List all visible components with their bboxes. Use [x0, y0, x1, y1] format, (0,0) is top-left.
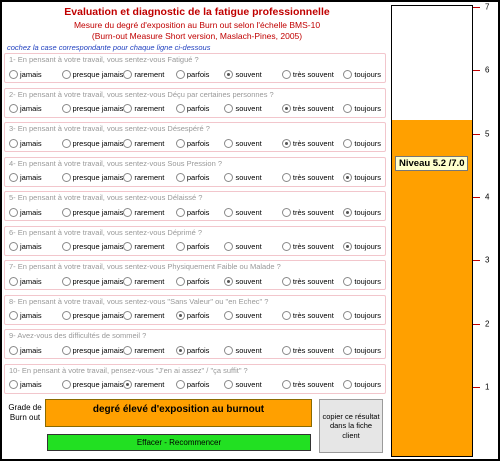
scale-tick: [473, 387, 480, 388]
option-label: rarement: [134, 242, 165, 251]
option-label: très souvent: [292, 242, 334, 251]
instruction-text: cochez la case correspondante pour chaque ligne ci-dessous: [7, 43, 211, 52]
option-label: parfois: [186, 104, 210, 113]
scale-tick-label: 5: [485, 129, 490, 139]
scale-tick: [473, 260, 480, 261]
radio-button[interactable]: [343, 311, 352, 320]
answer-options: [9, 206, 383, 218]
option-label: parfois: [186, 207, 210, 217]
answer-option[interactable]: [282, 206, 343, 218]
radio-button[interactable]: [123, 346, 132, 355]
option-label: presque jamais: [72, 173, 124, 182]
radio-button[interactable]: [62, 173, 71, 182]
radio-button[interactable]: [123, 277, 132, 286]
option-label: jamais: [20, 207, 42, 217]
option-label: jamais: [20, 242, 42, 251]
scale-tick-label: 4: [485, 192, 490, 202]
option-label: souvent: [235, 173, 262, 182]
option-label: rarement: [134, 69, 165, 79]
question-row: [4, 191, 386, 221]
answer-option[interactable]: [343, 310, 383, 322]
radio-button[interactable]: [62, 380, 71, 389]
answer-options: [9, 172, 383, 184]
answer-option[interactable]: [123, 172, 176, 184]
option-label: parfois: [186, 69, 210, 79]
option-label: rarement: [134, 104, 165, 113]
answer-option[interactable]: [282, 344, 343, 356]
answer-option[interactable]: [224, 379, 281, 391]
option-label: rarement: [134, 380, 165, 389]
answer-option[interactable]: [62, 68, 124, 80]
radio-button[interactable]: [62, 208, 71, 217]
answer-option[interactable]: [343, 172, 383, 184]
option-label: parfois: [186, 276, 210, 286]
option-label: presque jamais: [72, 69, 124, 79]
answer-option[interactable]: [62, 172, 124, 184]
answer-option[interactable]: [224, 344, 281, 356]
answer-option[interactable]: [176, 172, 225, 184]
question-row: [4, 226, 386, 256]
question-label: 8- En pensant à votre travail, vous sentez-vous "Sans Valeur" ou "en Echec" ?: [9, 296, 269, 306]
radio-button[interactable]: [282, 139, 291, 148]
scale-tick-label: 6: [485, 65, 490, 75]
radio-button[interactable]: [224, 277, 233, 286]
radio-button[interactable]: [343, 173, 352, 182]
radio-button[interactable]: [9, 173, 18, 182]
option-label: presque jamais: [72, 345, 124, 355]
radio-button[interactable]: [9, 380, 18, 389]
answer-option[interactable]: [9, 344, 62, 356]
radio-button[interactable]: [282, 311, 291, 320]
answer-option[interactable]: [282, 172, 343, 184]
answer-option[interactable]: [176, 137, 225, 149]
answer-option[interactable]: [123, 379, 176, 391]
answer-option[interactable]: [282, 379, 343, 391]
gauge-level-label: Niveau 5.2 /7.0: [395, 156, 468, 171]
answer-option[interactable]: [176, 241, 225, 253]
radio-button[interactable]: [123, 311, 132, 320]
radio-button[interactable]: [224, 173, 233, 182]
option-label: presque jamais: [72, 104, 124, 113]
answer-options: [9, 275, 383, 287]
radio-button[interactable]: [176, 277, 185, 286]
option-label: presque jamais: [72, 242, 124, 251]
option-label: rarement: [134, 345, 165, 355]
option-label: jamais: [20, 104, 42, 113]
answer-option[interactable]: [123, 275, 176, 287]
radio-button[interactable]: [123, 173, 132, 182]
answer-options: [9, 379, 383, 391]
radio-button[interactable]: [224, 70, 233, 79]
answer-option[interactable]: [176, 379, 225, 391]
option-label: jamais: [20, 69, 42, 79]
option-label: presque jamais: [72, 207, 124, 217]
option-label: souvent: [235, 242, 262, 251]
radio-button[interactable]: [224, 139, 233, 148]
radio-button[interactable]: [282, 104, 291, 113]
answer-option[interactable]: [343, 137, 383, 149]
option-label: très souvent: [292, 345, 334, 355]
answer-option[interactable]: [224, 137, 281, 149]
radio-button[interactable]: [282, 173, 291, 182]
answer-option[interactable]: [224, 275, 281, 287]
option-label: souvent: [235, 345, 262, 355]
question-label: 5- En pensant à votre travail, vous sentez-vous Délaissé ?: [9, 193, 203, 202]
question-label: 6- En pensant à votre travail, vous sentez-vous Déprimé ?: [9, 227, 203, 237]
question-label: 3- En pensant à votre travail, vous sentez-vous Désespéré ?: [9, 124, 210, 133]
radio-button[interactable]: [9, 70, 18, 79]
answer-option[interactable]: [282, 103, 343, 115]
answer-option[interactable]: [123, 103, 176, 115]
option-label: parfois: [186, 380, 210, 389]
scale-tick: [473, 7, 480, 8]
answer-option[interactable]: [123, 137, 176, 149]
radio-button[interactable]: [9, 346, 18, 355]
scale-tick-label: 1: [485, 382, 490, 392]
question-row: [4, 157, 386, 187]
option-label: jamais: [20, 311, 42, 320]
answer-option[interactable]: [176, 344, 225, 356]
radio-button[interactable]: [62, 277, 71, 286]
radio-button[interactable]: [62, 311, 71, 320]
radio-button[interactable]: [224, 311, 233, 320]
scale-tick: [473, 134, 480, 135]
radio-button[interactable]: [62, 242, 71, 251]
option-label: très souvent: [292, 138, 334, 148]
answer-option[interactable]: [9, 241, 62, 253]
option-label: très souvent: [292, 104, 334, 113]
radio-button[interactable]: [282, 70, 291, 79]
answer-option[interactable]: [62, 206, 124, 218]
answer-options: [9, 68, 383, 80]
answer-options: [9, 241, 383, 253]
answer-option[interactable]: [9, 310, 62, 322]
scale-tick-label: 7: [485, 2, 490, 12]
answer-option[interactable]: [176, 275, 225, 287]
answer-option[interactable]: [176, 103, 225, 115]
radio-button[interactable]: [62, 346, 71, 355]
radio-button[interactable]: [343, 139, 352, 148]
option-label: souvent: [235, 69, 262, 79]
option-label: toujours: [354, 207, 382, 217]
answer-option[interactable]: [282, 68, 343, 80]
option-label: presque jamais: [72, 276, 124, 286]
answer-option[interactable]: [123, 206, 176, 218]
radio-button[interactable]: [224, 242, 233, 251]
radio-button[interactable]: [343, 277, 352, 286]
radio-button[interactable]: [176, 70, 185, 79]
option-label: toujours: [354, 69, 382, 79]
answer-options: [9, 103, 383, 115]
radio-button[interactable]: [343, 70, 352, 79]
option-label: toujours: [354, 104, 382, 113]
option-label: jamais: [20, 173, 42, 182]
question-label: 7- En pensant à votre travail, vous sentez-vous Physiquement Faible ou Malade ?: [9, 262, 281, 271]
radio-button[interactable]: [224, 346, 233, 355]
answer-option[interactable]: [343, 275, 383, 287]
gauge-scale: [473, 2, 500, 457]
answer-option[interactable]: [62, 103, 124, 115]
answer-option[interactable]: [282, 241, 343, 253]
option-label: toujours: [354, 311, 382, 320]
answer-option[interactable]: [123, 344, 176, 356]
questions-list: [4, 53, 386, 398]
answer-option[interactable]: [123, 68, 176, 80]
answer-option[interactable]: [343, 103, 383, 115]
answer-option[interactable]: [224, 206, 281, 218]
question-label: 1- En pensant à votre travail, vous sentez-vous Fatigué ?: [9, 55, 199, 64]
option-label: rarement: [134, 173, 165, 182]
option-label: très souvent: [292, 311, 334, 320]
radio-button[interactable]: [282, 380, 291, 389]
answer-option[interactable]: [9, 275, 62, 287]
option-label: jamais: [20, 345, 42, 355]
option-label: toujours: [354, 276, 382, 286]
scale-tick: [473, 70, 480, 71]
answer-option[interactable]: [224, 310, 281, 322]
option-label: toujours: [354, 173, 382, 182]
answer-option[interactable]: [176, 206, 225, 218]
radio-button[interactable]: [224, 380, 233, 389]
answer-option[interactable]: [224, 103, 281, 115]
answer-option[interactable]: [343, 379, 383, 391]
question-row: [4, 295, 386, 325]
radio-button[interactable]: [9, 104, 18, 113]
radio-button[interactable]: [62, 104, 71, 113]
radio-button[interactable]: [62, 139, 71, 148]
question-row: [4, 260, 386, 290]
answer-options: [9, 137, 383, 149]
option-label: parfois: [186, 173, 210, 182]
question-label: 10- En pensant à votre travail, pensez-vous "J'en ai assez" / "ça suffit" ?: [9, 365, 248, 375]
scale-tick: [473, 197, 480, 198]
question-label: 4- En pensant à votre travail, vous sentez-vous Sous Pression ?: [9, 158, 223, 168]
answer-option[interactable]: [9, 68, 62, 80]
answer-option[interactable]: [282, 137, 343, 149]
page-subtitle: Mesure du degré d'exposition au Burn out selon l'échelle BMS-10: [73, 20, 321, 30]
radio-button[interactable]: [176, 380, 185, 389]
answer-option[interactable]: [62, 137, 124, 149]
grade-result-box: degré élevé d'exposition au burnout: [45, 399, 312, 427]
question-row: [4, 329, 386, 359]
option-label: rarement: [134, 207, 165, 217]
option-label: souvent: [235, 104, 262, 113]
radio-button[interactable]: [343, 346, 352, 355]
scale-tick-label: 3: [485, 255, 490, 265]
option-label: toujours: [354, 242, 382, 251]
radio-button[interactable]: [9, 277, 18, 286]
radio-button[interactable]: [343, 242, 352, 251]
option-label: souvent: [235, 138, 262, 148]
answer-option[interactable]: [62, 344, 124, 356]
option-label: très souvent: [292, 276, 334, 286]
answer-option[interactable]: [224, 68, 281, 80]
level-gauge: [391, 5, 473, 457]
option-label: rarement: [134, 311, 165, 320]
option-label: rarement: [134, 138, 165, 148]
radio-button[interactable]: [123, 208, 132, 217]
answer-option[interactable]: [224, 172, 281, 184]
answer-options: [9, 310, 383, 322]
option-label: souvent: [235, 311, 262, 320]
option-label: jamais: [20, 276, 42, 286]
radio-button[interactable]: [123, 242, 132, 251]
answer-option[interactable]: [9, 206, 62, 218]
option-label: parfois: [186, 138, 210, 148]
answer-option[interactable]: [9, 103, 62, 115]
answer-option[interactable]: [282, 310, 343, 322]
page-subtitle-source: (Burn-out Measure Short version, Maslach-Pines, 2005): [91, 31, 303, 41]
option-label: très souvent: [292, 207, 334, 217]
answer-options: [9, 344, 383, 356]
radio-button[interactable]: [176, 311, 185, 320]
radio-button[interactable]: [176, 242, 185, 251]
radio-button[interactable]: [176, 208, 185, 217]
radio-button[interactable]: [282, 208, 291, 217]
clear-restart-button[interactable]: Effacer - Recommencer: [47, 434, 311, 451]
option-label: souvent: [235, 276, 262, 286]
option-label: presque jamais: [72, 138, 124, 148]
radio-button[interactable]: [176, 173, 185, 182]
radio-button[interactable]: [9, 208, 18, 217]
radio-button[interactable]: [176, 139, 185, 148]
option-label: jamais: [20, 138, 42, 148]
option-label: parfois: [186, 345, 210, 355]
option-label: souvent: [235, 380, 262, 389]
question-row: [4, 122, 386, 152]
option-label: souvent: [235, 207, 262, 217]
answer-option[interactable]: [343, 344, 383, 356]
answer-option[interactable]: [9, 137, 62, 149]
scale-tick: [473, 324, 480, 325]
answer-option[interactable]: [62, 379, 124, 391]
option-label: jamais: [20, 380, 42, 389]
radio-button[interactable]: [9, 139, 18, 148]
radio-button[interactable]: [343, 380, 352, 389]
answer-option[interactable]: [343, 241, 383, 253]
radio-button[interactable]: [9, 242, 18, 251]
question-row: [4, 364, 386, 394]
answer-option[interactable]: [62, 310, 124, 322]
answer-option[interactable]: [343, 206, 383, 218]
question-row: [4, 88, 386, 118]
radio-button[interactable]: [123, 380, 132, 389]
option-label: parfois: [186, 311, 210, 320]
scale-tick-label: 2: [485, 319, 490, 328]
answer-option[interactable]: [282, 275, 343, 287]
answer-option[interactable]: [62, 241, 124, 253]
page-title: Evaluation et diagnostic de la fatigue professionnelle: [64, 6, 330, 18]
option-label: toujours: [354, 380, 382, 389]
question-label: 2- En pensant à votre travail, vous sentez-vous Déçu par certaines personnes ?: [9, 89, 274, 99]
answer-option[interactable]: [343, 68, 383, 80]
answer-option[interactable]: [9, 379, 62, 391]
option-label: rarement: [134, 276, 165, 286]
question-label: 9- Avez-vous des difficultés de sommeil ?: [9, 331, 147, 340]
option-label: très souvent: [292, 380, 334, 389]
option-label: toujours: [354, 345, 382, 355]
radio-button[interactable]: [123, 70, 132, 79]
radio-button[interactable]: [176, 104, 185, 113]
radio-button[interactable]: [176, 346, 185, 355]
answer-option[interactable]: [62, 275, 124, 287]
radio-button[interactable]: [123, 104, 132, 113]
radio-button[interactable]: [343, 104, 352, 113]
option-label: toujours: [354, 138, 382, 148]
radio-button[interactable]: [343, 208, 352, 217]
answer-option[interactable]: [176, 68, 225, 80]
question-row: [4, 53, 386, 83]
radio-button[interactable]: [123, 139, 132, 148]
option-label: très souvent: [292, 69, 334, 79]
option-label: presque jamais: [72, 311, 124, 320]
option-label: presque jamais: [72, 380, 124, 389]
radio-button[interactable]: [282, 242, 291, 251]
radio-button[interactable]: [282, 277, 291, 286]
radio-button[interactable]: [9, 311, 18, 320]
copy-result-button[interactable]: copier ce résultat dans la fiche client: [319, 399, 383, 453]
answer-option[interactable]: [9, 172, 62, 184]
grade-label: Grade de Burn out: [8, 403, 42, 422]
option-label: très souvent: [292, 173, 334, 182]
answer-option[interactable]: [123, 241, 176, 253]
answer-option[interactable]: [176, 310, 225, 322]
radio-button[interactable]: [224, 104, 233, 113]
option-label: parfois: [186, 242, 210, 251]
radio-button[interactable]: [62, 70, 71, 79]
answer-option[interactable]: [224, 241, 281, 253]
radio-button[interactable]: [282, 346, 291, 355]
answer-option[interactable]: [123, 310, 176, 322]
radio-button[interactable]: [224, 208, 233, 217]
